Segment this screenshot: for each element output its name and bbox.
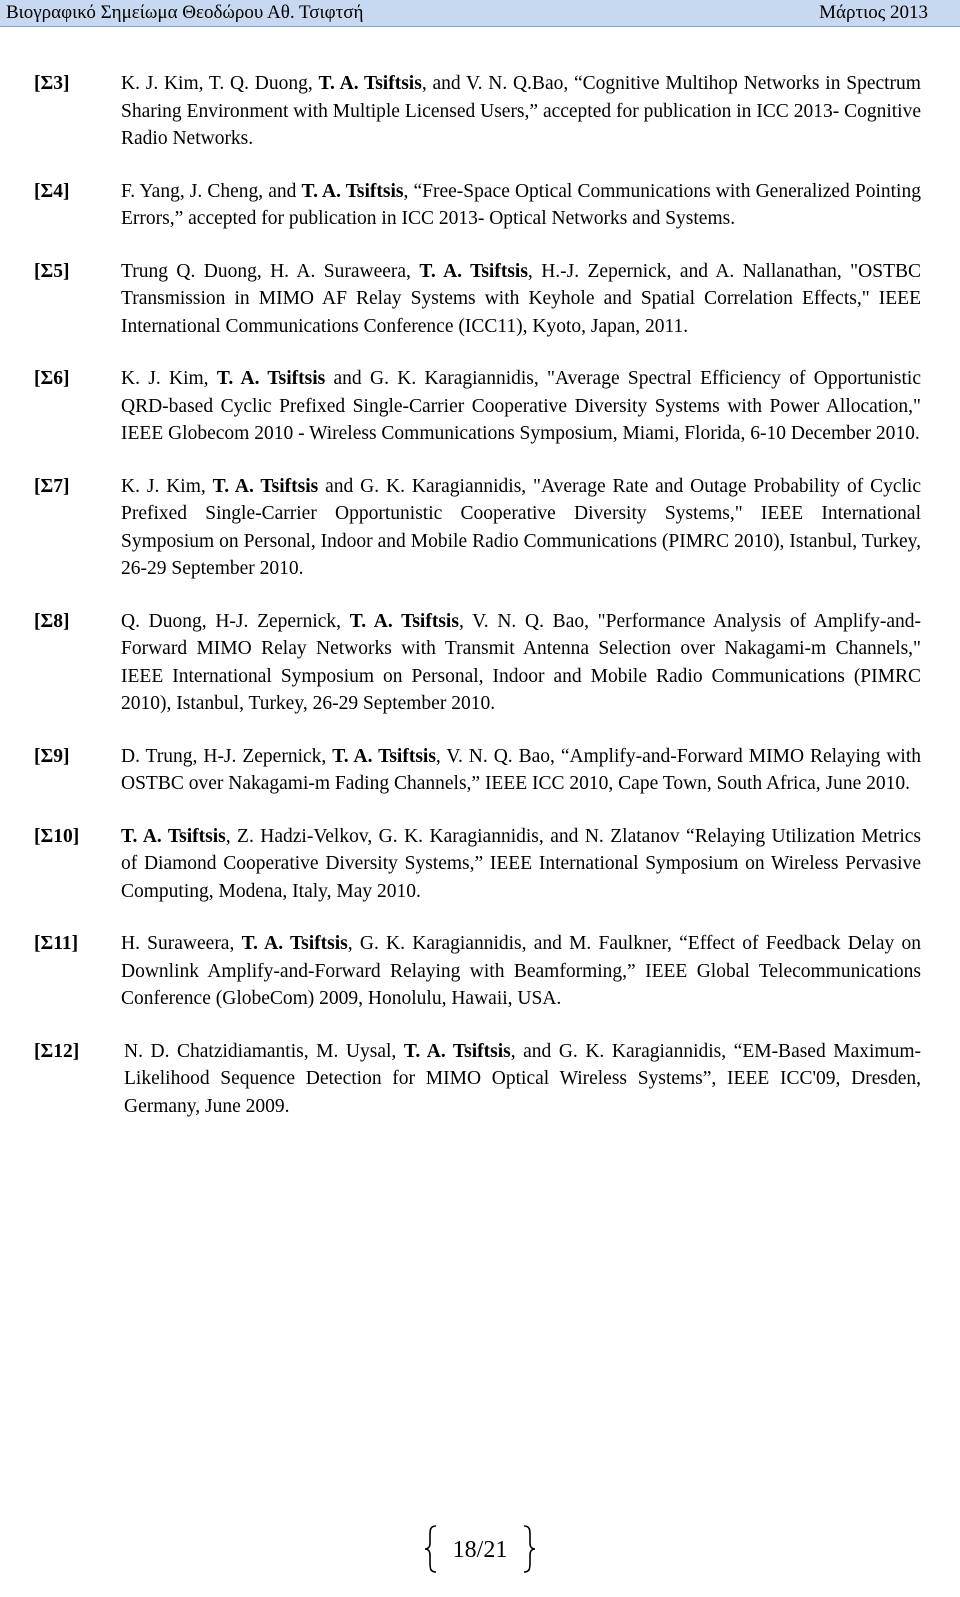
reference-label: [Σ6] (34, 368, 70, 389)
reference-segment: , V. N. Q. Bao, "Performance Analysis of Amplify-and-Forward MIMO Relay Networks with Transmit Antenna Selection over Nakagami-m Channels," IEEE International Symposium on Personal, Indoor and Mobile Radio Communications (PIMRC 2010), Istanbul, Turkey, 26-29 September 2010. (121, 610, 921, 714)
reference-text (121, 365, 921, 448)
reference-segment: K. J. Kim, (121, 475, 213, 497)
header-title: Βιογραφικό Σημείωμα Θεοδώρου Αθ. Τσιφτσή (6, 2, 364, 23)
reference-label: [Σ12] (34, 1040, 80, 1062)
page-number: 18/21 (452, 1537, 508, 1563)
reference-segment: F. Yang, J. Cheng, and (121, 180, 302, 202)
reference-item (0, 823, 960, 906)
reference-text (121, 743, 921, 798)
reference-segment: , G. K. Karagiannidis, and M. Faulkner, “Effect of Feedback Delay on Downlink Amplify-and-Forward Relaying with Beamforming,” IEEE Global Telecommunications Conference (GlobeCom) 2009, Honolulu, Hawaii, USA. (121, 933, 921, 1009)
reference-segment: , and V. N. Q.Bao, “Cognitive Multihop Networks in Spectrum Sharing Environment with Multiple Licensed Users,” accepted for publication in ICC 2013- Cognitive Radio Networks. (121, 73, 921, 149)
highlighted-author: T. A. Tsiftsis (419, 260, 528, 282)
highlighted-author: T. A. Tsiftsis (216, 368, 326, 389)
highlighted-author: T. A. Tsiftsis (241, 933, 348, 954)
reference-text (121, 178, 921, 233)
reference-item (0, 608, 960, 718)
highlighted-author: T. A. Tsiftsis (332, 745, 436, 767)
page-footer (424, 1524, 536, 1574)
reference-text (121, 608, 921, 718)
reference-segment: and G. K. Karagiannidis, "Average Spectral Efficiency of Opportunistic QRD-based Cyclic Prefixed Single-Carrier Cooperative Diversity Systems with Power Allocation," IEEE Globecom 2010 - Wireless Communications Symposium, Miami, Florida, 6-10 December 2010. (121, 368, 921, 444)
reference-label: [Σ7] (34, 475, 70, 497)
reference-segment: K. J. Kim, T. Q. Duong, (121, 73, 319, 94)
reference-text (121, 930, 921, 1013)
highlighted-author: T. A. Tsiftsis (301, 180, 404, 202)
reference-text (121, 823, 921, 906)
reference-segment: and G. K. Karagiannidis, "Average Rate and Outage Probability of Cyclic Prefixed Single-Carrier Opportunistic Cooperative Diversity Systems," IEEE International Symposium on Personal, Indoor and Mobile Radio Communications (PIMRC 2010), Istanbul, Turkey, 26-29 September 2010. (121, 475, 921, 579)
reference-item (0, 178, 960, 233)
reference-item (0, 1038, 960, 1121)
reference-segment: , and G. K. Karagiannidis, “EM-Based Maximum-Likelihood Sequence Detection for MIMO Optical Wireless Systems”, IEEE ICC'09, Dresden, Germany, June 2009. (124, 1040, 922, 1117)
reference-label: [Σ11] (34, 933, 79, 954)
reference-label: [Σ10] (34, 825, 80, 847)
reference-item (0, 930, 960, 1013)
reference-label: [Σ3] (34, 73, 70, 94)
highlighted-author: T. A. Tsiftsis (212, 475, 319, 497)
reference-label: [Σ8] (34, 610, 70, 632)
reference-segment: , “Free-Space Optical Communications with Generalized Pointing Errors,” accepted for publication in ICC 2013- Optical Networks and Systems. (121, 180, 921, 229)
reference-text (121, 258, 921, 341)
reference-segment: , H.-J. Zepernick, and A. Nallanathan, "OSTBC Transmission in MIMO AF Relay Systems with Keyhole and Spatial Correlation Effects," IEEE International Communications Conference (ICC11), Kyoto, Japan, 2011. (121, 260, 921, 337)
highlighted-author: T. A. Tsiftsis (121, 825, 226, 847)
reference-segment: , V. N. Q. Bao, “Amplify-and-Forward MIMO Relaying with OSTBC over Nakagami-m Fading Channels,” IEEE ICC 2010, Cape Town, South Africa, June 2010. (121, 745, 922, 794)
reference-segment: N. D. Chatzidiamantis, M. Uysal, (124, 1040, 404, 1062)
highlighted-author: T. A. Tsiftsis (403, 1040, 511, 1062)
reference-item (0, 258, 960, 341)
reference-text (124, 1038, 921, 1121)
reference-label: [Σ9] (34, 745, 70, 767)
page-header (0, 0, 960, 27)
reference-text (121, 70, 921, 153)
highlighted-author: T. A. Tsiftsis (349, 610, 459, 632)
reference-segment: , Z. Hadzi-Velkov, G. K. Karagiannidis, and N. Zlatanov “Relaying Utilization Metrics of Diamond Cooperative Diversity Systems,” IEEE International Symposium on Wireless Pervasive Computing, Modena, Italy, May 2010. (121, 825, 921, 902)
header-date: Μάρτιος 2013 (819, 2, 928, 23)
reference-text (121, 473, 921, 583)
reference-segment: D. Trung, H-J. Zepernick, (121, 745, 333, 767)
reference-label: [Σ5] (34, 260, 70, 282)
reference-segment: Trung Q. Duong, H. A. Suraweera, (121, 260, 420, 282)
reference-list (0, 70, 960, 1145)
reference-item (0, 743, 960, 798)
reference-segment: Q. Duong, H-J. Zepernick, (121, 610, 350, 632)
reference-label: [Σ4] (34, 180, 70, 202)
highlighted-author: T. A. Tsiftsis (318, 73, 422, 94)
reference-item (0, 365, 960, 448)
reference-item (0, 70, 960, 153)
reference-item (0, 473, 960, 583)
reference-segment: H. Suraweera, (121, 933, 242, 954)
reference-segment: K. J. Kim, (121, 368, 217, 389)
